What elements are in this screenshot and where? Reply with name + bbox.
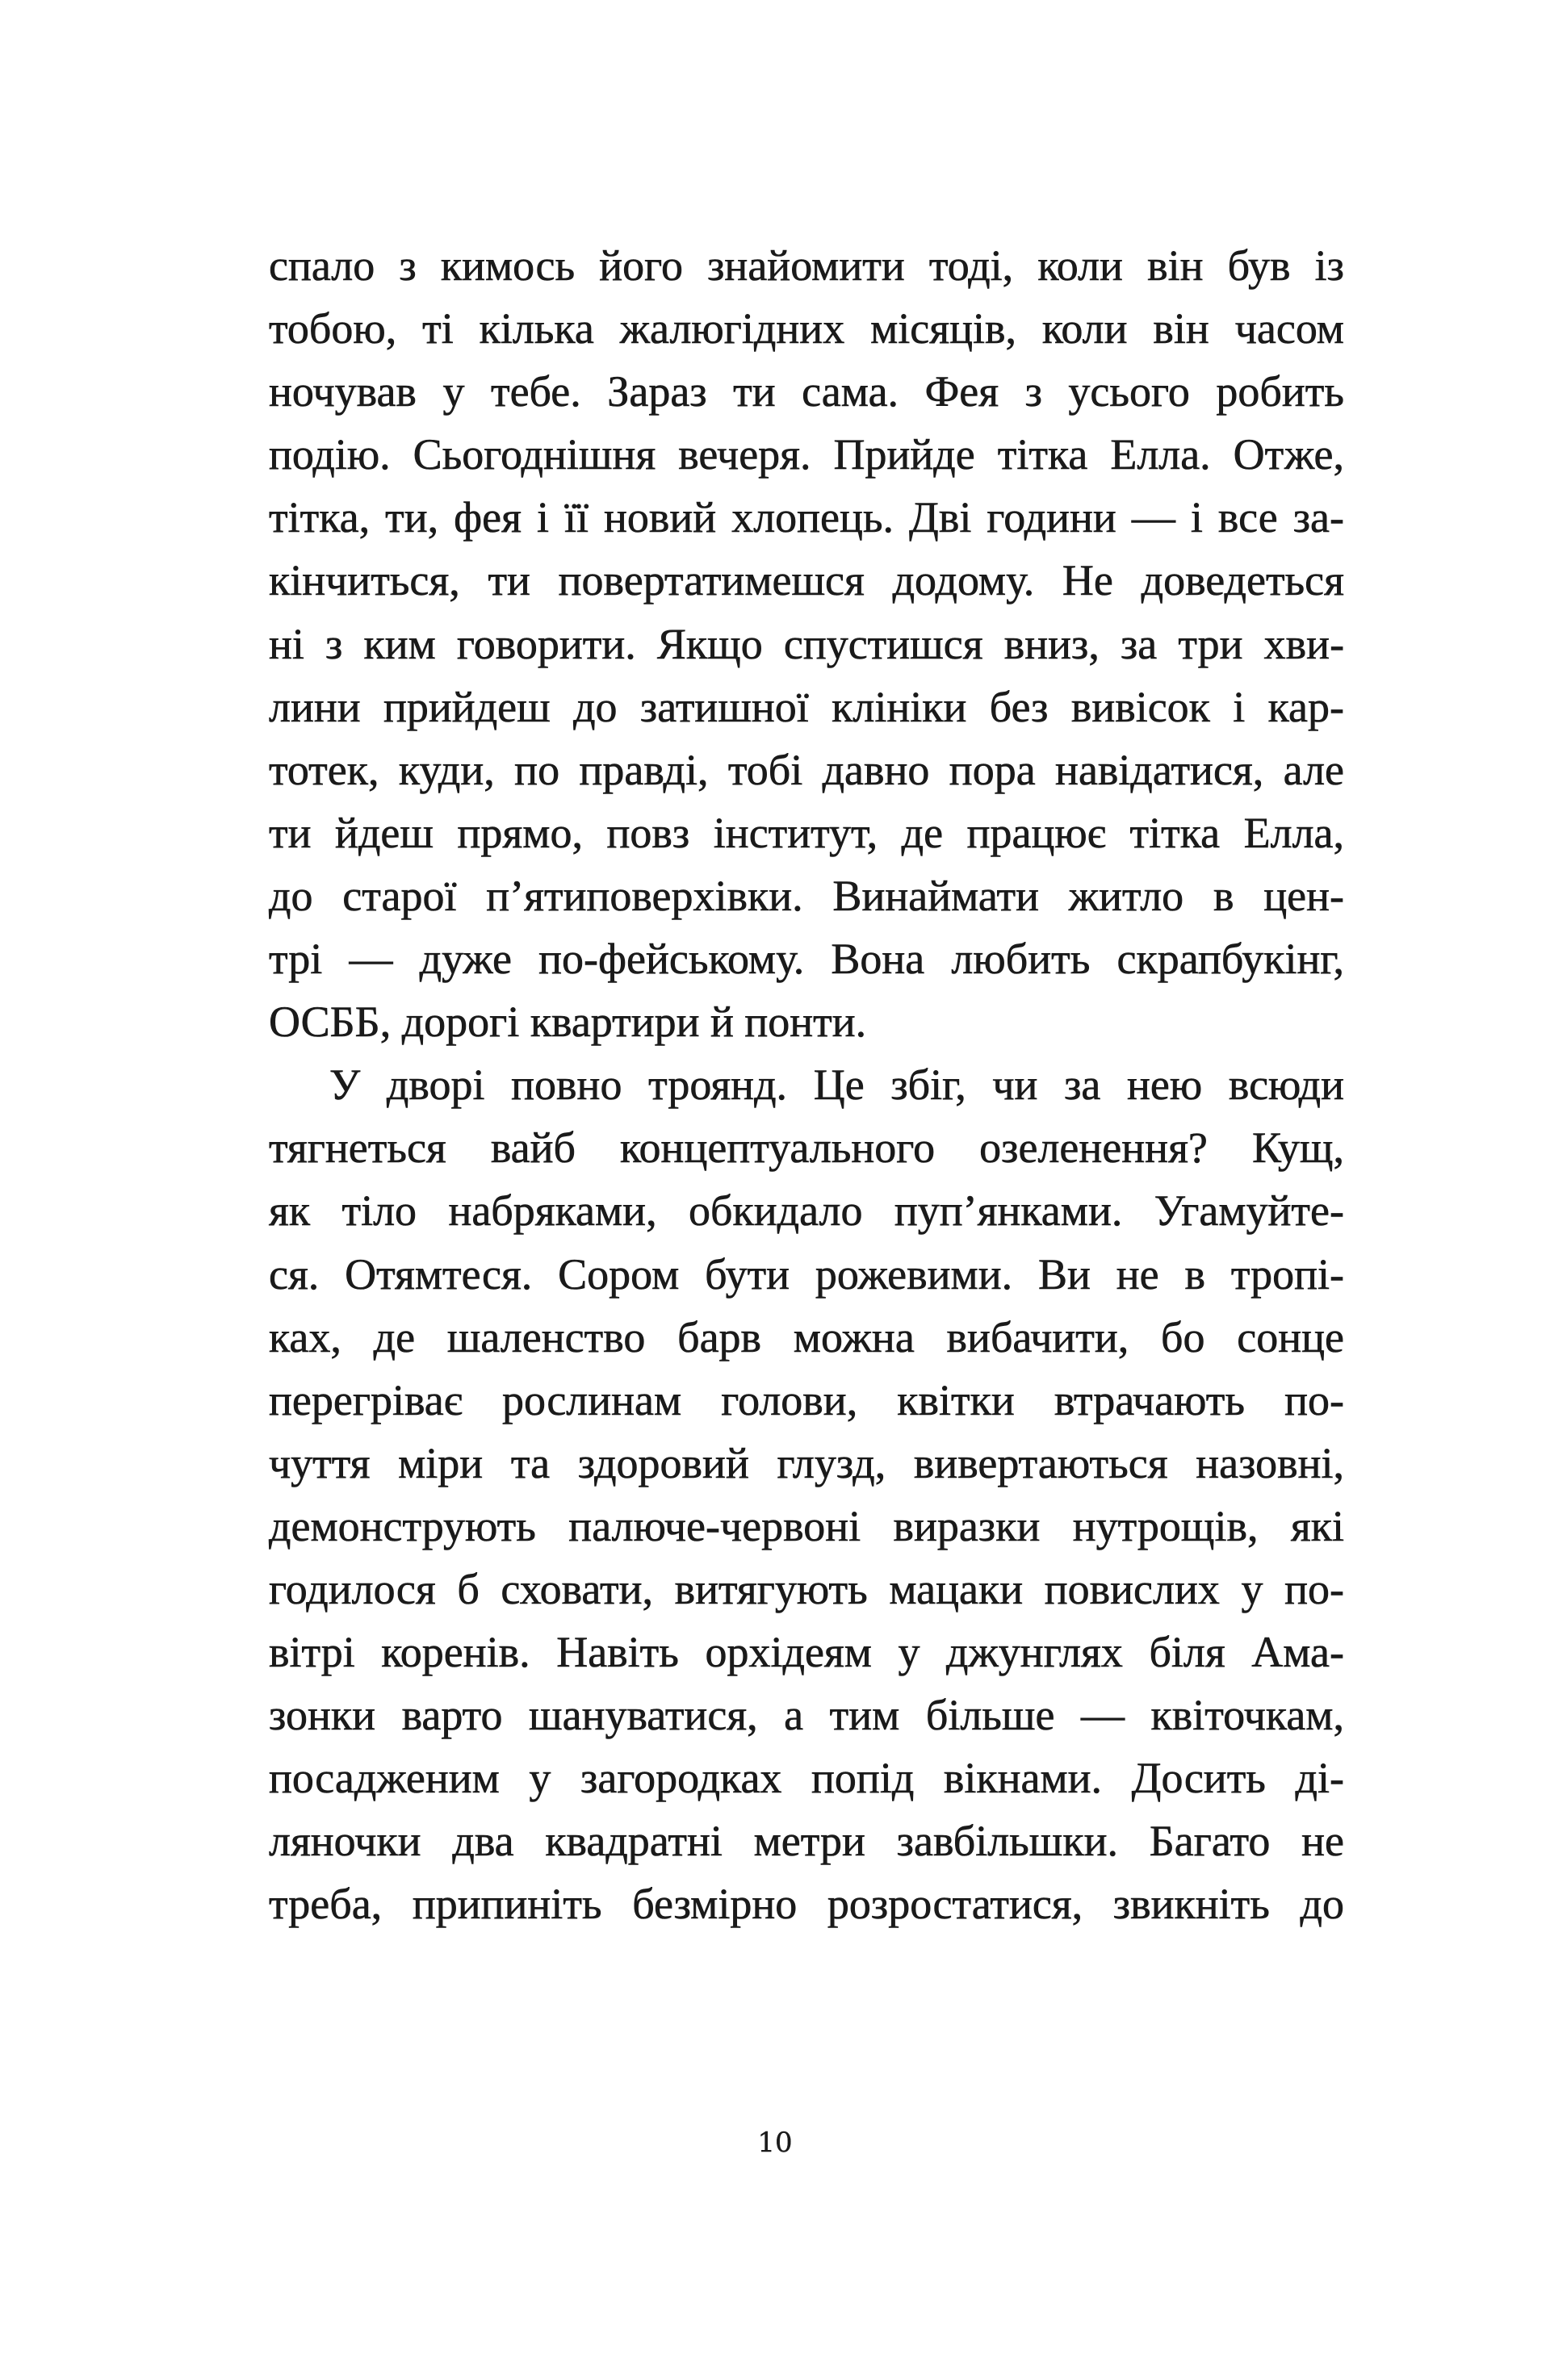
- text-line: як тіло набряками, обкидало пуп’янками. Угамуйте-: [269, 1186, 1344, 1236]
- text-line: спало з кимось його знайомити тоді, коли він був із: [269, 241, 1345, 290]
- page-number: 10: [757, 2127, 793, 2159]
- text-line: ках, де шаленство барв можна вибачити, бо сонце: [269, 1312, 1344, 1361]
- text-line: ся. Отямтеся. Сором бути рожевими. Ви не в тропі-: [269, 1249, 1344, 1299]
- text-line-last: ОСББ, дорогі квартири й понти.: [269, 998, 867, 1047]
- text-line: демонструють палюче-червоні виразки нутрощів, які: [269, 1501, 1345, 1550]
- text-line: трі — дуже по-фейському. Вона любить скрапбукінг,: [269, 935, 1344, 984]
- text-line: чуття міри та здоровий глузд, вивертаються назовні,: [269, 1438, 1344, 1487]
- paragraph-1: [269, 234, 1344, 1053]
- text-line: зонки варто шануватися, а тим більше — квіточкам,: [269, 1691, 1344, 1740]
- text-line: вітрі коренів. Навіть орхідеям у джунглях біля Ама-: [269, 1628, 1345, 1677]
- text-line: лини прийдеш до затишної клініки без вивісок і кар-: [269, 682, 1345, 731]
- text-line: ти йдеш прямо, повз інститут, де працює тітка Елла,: [269, 808, 1344, 857]
- text-line: перегріває рослинам голови, квітки втрачають по-: [269, 1375, 1344, 1424]
- text-line: тобою, ті кілька жалюгідних місяців, коли він часом: [269, 304, 1344, 353]
- text-line: ляночки два квадратні метри завбільшки. Багато не: [269, 1817, 1344, 1866]
- text-line: тотек, куди, по правді, тобі давно пора навідатися, але: [269, 745, 1344, 794]
- text-line: посадженим у загородках попід вікнами. Досить ді-: [269, 1754, 1344, 1803]
- paragraph-2: [269, 1053, 1344, 1935]
- text-line: ночував у тебе. Зараз ти сама. Фея з усього робить: [269, 367, 1344, 416]
- body-text: [269, 234, 1344, 1936]
- text-line: до старої п’ятиповерхівки. Винаймати житло в цен-: [269, 871, 1345, 920]
- text-line: тітка, ти, фея і її новий хлопець. Дві години — і все за-: [269, 493, 1344, 542]
- text-line: ні з ким говорити. Якщо спустишся вниз, за три хви-: [269, 619, 1345, 668]
- text-line: тягнеться вайб концептуального озеленення? Кущ,: [269, 1123, 1344, 1173]
- text-line: кінчиться, ти повертатимешся додому. Не доведеться: [269, 556, 1344, 605]
- text-line: треба, припиніть безмірно розростатися, звикніть до: [269, 1880, 1345, 1929]
- text-line: годилося б сховати, витягують мацаки повислих у по-: [269, 1564, 1344, 1613]
- text-line-indented: У дворі повно троянд. Це збіг, чи за нею всюди: [329, 1060, 1345, 1110]
- text-line: подію. Сьогоднішня вечеря. Прийде тітка Елла. Отже,: [269, 430, 1345, 479]
